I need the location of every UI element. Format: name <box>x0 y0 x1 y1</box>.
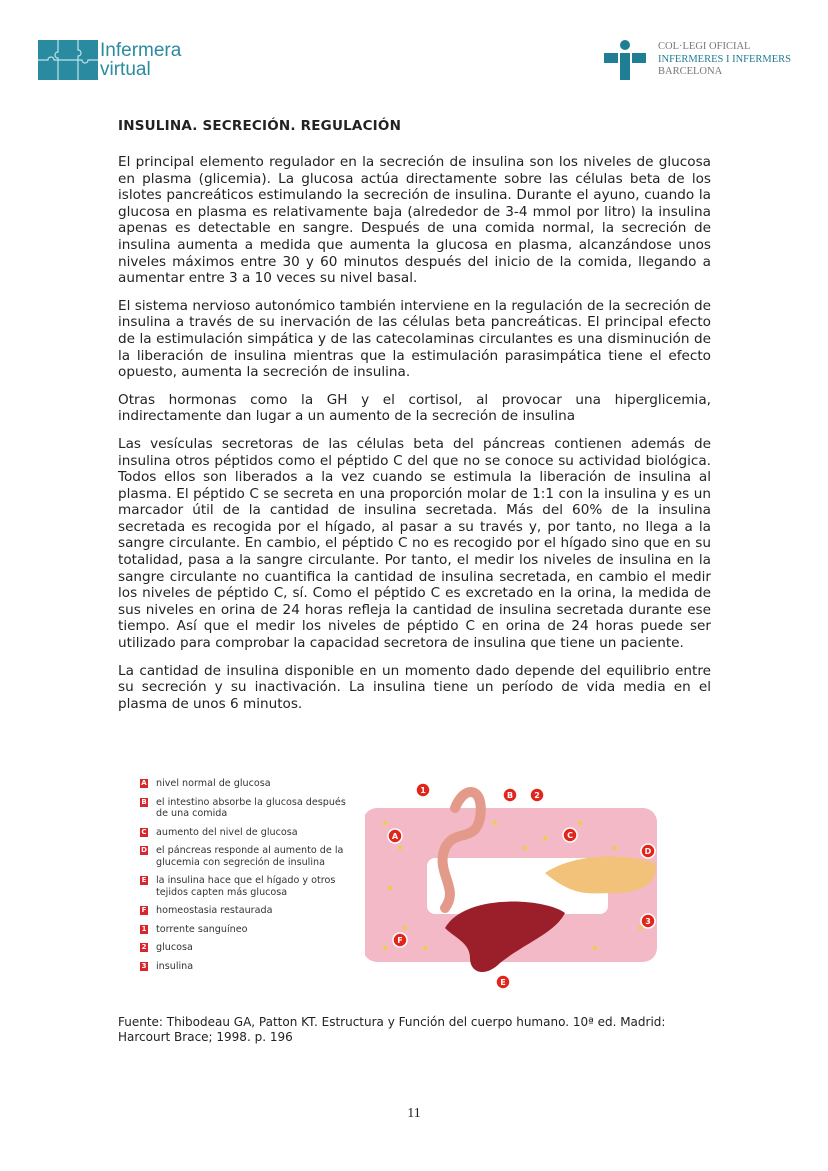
legend-item <box>140 961 350 973</box>
pancreas-shape <box>545 856 656 893</box>
marker-label: C <box>567 831 573 840</box>
marker-label: A <box>391 832 399 841</box>
legend-key: B <box>141 797 147 806</box>
paragraph: El principal elemento regulador en la secreción de insulina son los niveles de glucosa en plasma (glicemia). La glucosa actúa directamente sobre las células beta de los islotes pancreáticos estimulando la secreción de insulina. Durante el ayuno, cuando la glucosa en plasma es relativamente baja (alrededor de 3-4 mmol por litro) la insulina apenas es detectable en sangre. Después de una comida normal, la secreción de insulina aumenta a medida que aumenta la glucosa en plasma, alcanzándose unos niveles máximos entre 30 y 60 minutos después del inicio de la comida, llegando a aumentar entre 3 a 10 veces su nivel basal. <box>118 154 711 287</box>
paragraph: La cantidad de insulina disponible en un momento dado depende del equilibrio entre su secreción y su inactivación. La insulina tiene un período de vida media en el plasma de unos 6 minutos. <box>118 662 711 712</box>
legend-item <box>140 942 350 954</box>
legend-key: 1 <box>141 924 147 933</box>
page-number: 11 <box>407 1106 421 1121</box>
legend-item <box>140 827 350 839</box>
cross-icon <box>604 40 646 80</box>
figure-source: Fuente: Thibodeau GA, Patton KT. Estructura y Función del cuerpo humano. 10ª ed. Madrid: Harcourt Brace; 1998. p. 196 <box>118 1015 666 1044</box>
legend-text: nivel normal de glucosa <box>156 778 271 789</box>
legend-text: homeostasia restaurada <box>156 905 273 916</box>
marker-label: D <box>644 847 652 856</box>
legend-text: insulina <box>156 960 194 972</box>
legend-key: C <box>141 827 147 836</box>
coib-line2: INFERMERES I INFERMERS <box>658 53 792 65</box>
page-title: INSULINA. SECRECIÓN. REGULACIÓN <box>118 118 402 134</box>
marker-label: 2 <box>534 791 540 800</box>
logo-text-line2: virtual <box>100 59 151 80</box>
legend-item <box>140 797 350 820</box>
legend-text: torrente sanguíneo <box>156 923 248 935</box>
legend-item <box>140 778 350 790</box>
coib-line3: BARCELONA <box>658 66 723 78</box>
marker-label: F <box>397 936 403 945</box>
marker-label: B <box>506 791 514 800</box>
legend-key: E <box>141 876 147 884</box>
logo-text-line1: Infermera <box>100 40 182 61</box>
paragraph: Las vesículas secretoras de las células beta del páncreas contienen además de insulina otros péptidos como el péptido C del que no se conoce su actividad biológica. Todos ellos son liberados a la vez cuando se estimula la liberación de insulina al plasma. El péptido C se secreta en una proporción molar de 1:1 con la insulina y es un marcador útil de la cantidad de insulina secretada. Más del 60% de la insulina secretada es recogida por el hígado, al pasar a su través y, por tanto, no llega a la sangre circulante. En cambio, el péptido C no es recogido por el hígado sino que en su totalidad, pasa a la sangre circulante. Por tanto, el medir los niveles de insulina en la sangre circulante no cuantifica la cantidad de insulina secretada, en cambio el medir los niveles de péptido C, sí. Como el péptido C es excretado en la orina, la medida de sus niveles en orina de 24 horas refleja la cantidad de insulina secretada durante ese tiempo. Así que el medir los niveles de péptido C en orina de 24 horas puede ser utilizado para comprobar la capacidad secretora de insulina que tiene un paciente. <box>118 435 711 652</box>
figure-legend <box>140 778 350 979</box>
legend-key: D <box>141 846 147 854</box>
legend-key: 2 <box>141 943 147 951</box>
paragraph: El sistema nervioso autonómico también interviene en la regulación de la secreción de insulina a través de su inervación de las células beta pancreáticas. El principal efecto de la estimulación simpática y de las catecolaminas circulantes es una disminución de la liberación de insulina mientras que la estimulación parasimpática tiene el efecto opuesto, aumenta la secreción de insulina. <box>118 297 711 381</box>
legend-text: la insulina hace que el hígado y otros tejidos capten más glucosa <box>156 875 336 898</box>
paragraph: Otras hormonas como la GH y el cortisol, al provocar una hiperglicemia, indirectamente dan lugar a un aumento de la secreción de insulina <box>118 391 711 425</box>
legend-item <box>140 924 350 936</box>
bloodstream-diagram <box>365 778 670 993</box>
insulin-regulation-figure <box>140 778 670 993</box>
coib-logo <box>604 40 791 80</box>
marker-label: E <box>500 978 506 987</box>
legend-item <box>140 875 350 898</box>
coib-line1: COL·LEGI OFICIAL <box>658 41 751 53</box>
legend-text: glucosa <box>156 942 193 953</box>
legend-item <box>140 905 350 917</box>
marker-label: 3 <box>645 917 651 926</box>
legend-text: aumento del nivel de glucosa <box>156 826 298 838</box>
legend-key: A <box>141 779 147 787</box>
legend-key: 3 <box>141 961 147 970</box>
legend-text: el páncreas responde al aumento de la glucemia con segreción de insulina <box>156 845 344 868</box>
marker-label: 1 <box>420 786 426 795</box>
puzzle-icon <box>38 40 98 80</box>
legend-item <box>140 845 350 868</box>
infermera-virtual-logo <box>38 40 181 80</box>
legend-text: el intestino absorbe la glucosa después de una comida <box>156 796 346 819</box>
legend-key: F <box>141 906 147 914</box>
